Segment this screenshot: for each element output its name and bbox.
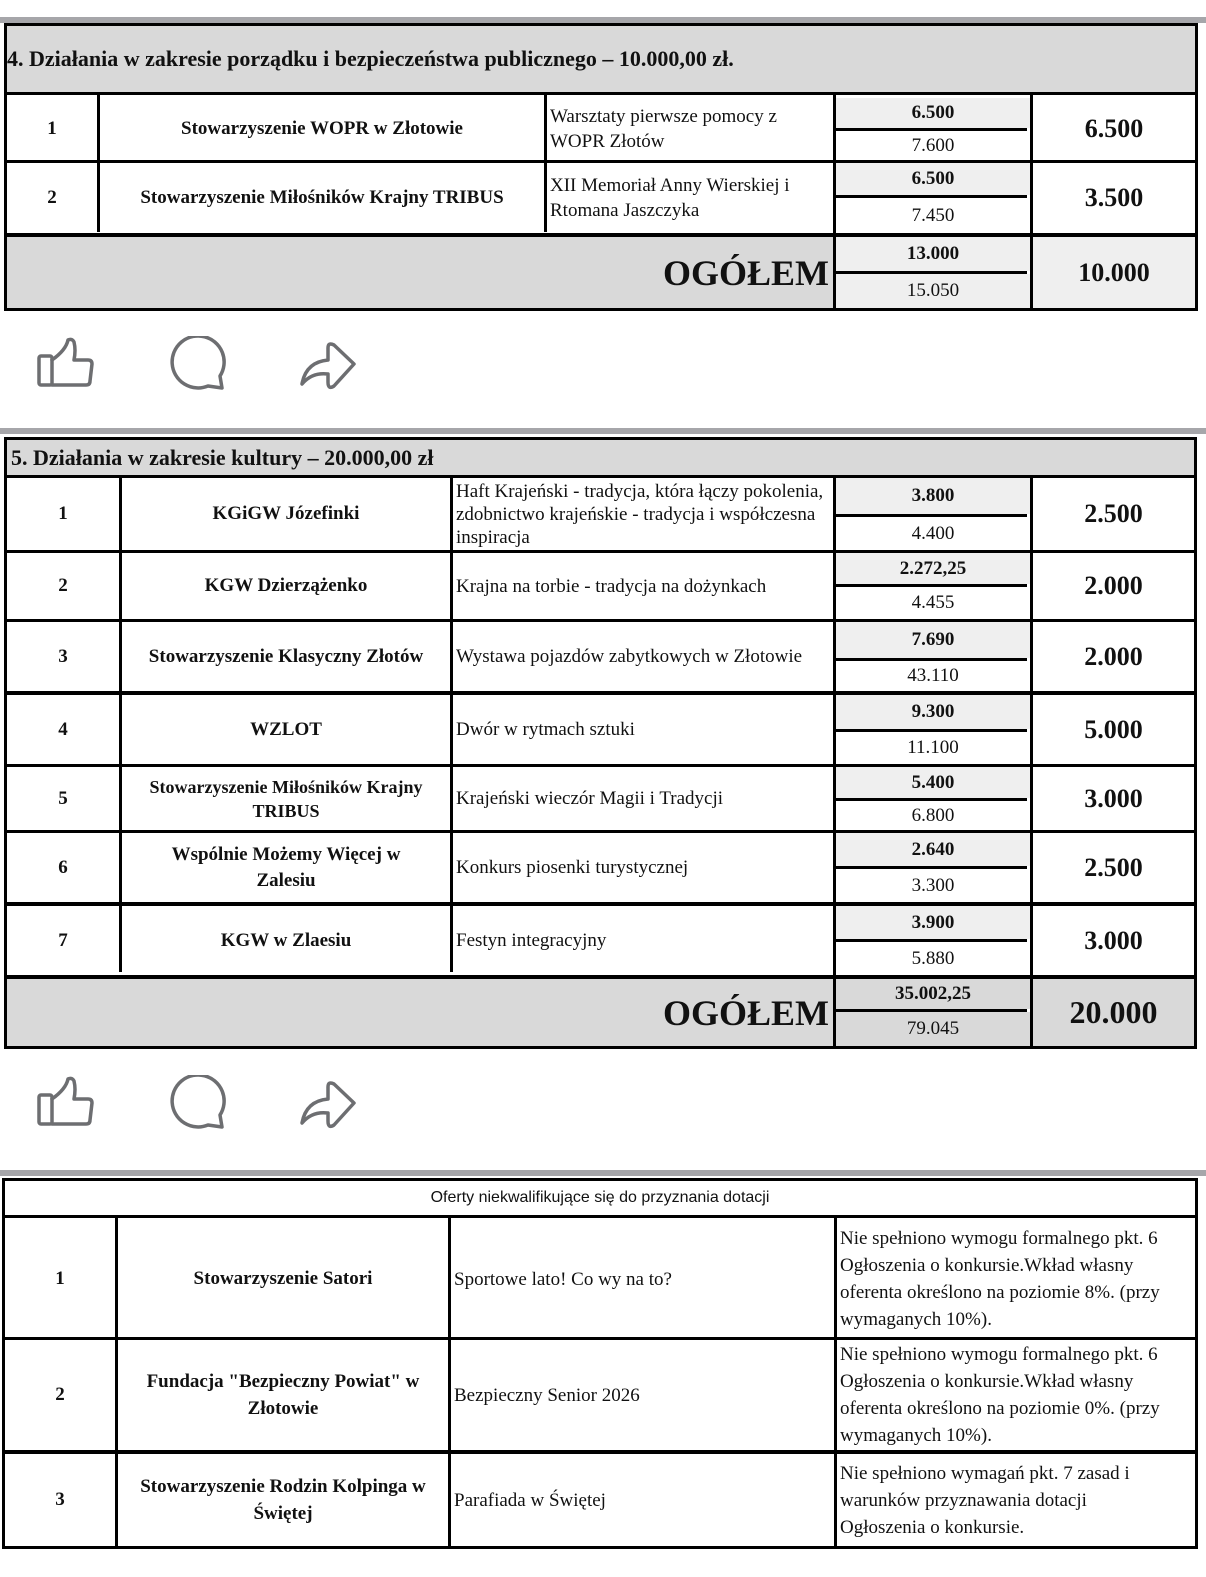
task-title: Warsztaty pierwsze pomocy z WOPR Złotów	[550, 106, 777, 152]
organization-name: KGW Dzierzążenko	[204, 575, 368, 596]
total-cost: 4.455	[911, 592, 955, 613]
organization-name: KGW w Zlaesiu	[220, 929, 352, 951]
rejection-reason: Nie spełniono wymogu formalnego pkt. 6 Ogłoszenia o konkursie.Wkład własny oferenta określono na poziomie 8%. (przy wymaganych 10%).	[840, 1228, 1160, 1330]
post-separator	[0, 1170, 1206, 1176]
granted-amount: 2.000	[1084, 571, 1143, 600]
row-number: 3	[58, 645, 68, 667]
section-5-table	[4, 437, 1197, 1049]
share-icon[interactable]	[298, 336, 358, 396]
row-number: 1	[47, 118, 57, 139]
row-number: 7	[58, 929, 68, 951]
total-cost: 5.880	[911, 947, 955, 969]
row-number: 5	[58, 787, 68, 809]
total-granted: 20.000	[1033, 979, 1194, 1046]
row-number: 1	[58, 503, 68, 524]
task-title: Haft Krajeński - tradycja, która łączy pokolenia, zdobnictwo krajeńskie - tradycja i współczesna inspiracja	[456, 480, 824, 548]
organization-name: WZLOT	[250, 718, 322, 740]
requested-amount: 3.800	[836, 478, 1030, 514]
total-cost: 4.400	[911, 522, 955, 544]
total-requested: 35.002,25	[836, 979, 1030, 1009]
total-label: OGÓŁEM	[7, 237, 833, 308]
total-cost: 43.110	[907, 665, 959, 686]
post-separator	[0, 428, 1206, 434]
comment-icon[interactable]	[168, 1075, 228, 1135]
granted-amount: 2.500	[1084, 499, 1143, 528]
organization-name: KGiGW Józefinki	[212, 503, 360, 524]
requested-amount: 5.400	[836, 767, 1030, 798]
granted-amount: 3.000	[1084, 783, 1143, 813]
organization-name: Stowarzyszenie Miłośników Krajny TRIBUS	[140, 187, 504, 208]
task-title: Krajna na torbie - tradycja na dożynkach	[456, 575, 767, 597]
thumbs-up-icon[interactable]	[36, 336, 96, 396]
row-number: 2	[58, 575, 68, 596]
row-number: 2	[55, 1384, 65, 1405]
section-4-table	[4, 23, 1198, 311]
row-number: 4	[58, 718, 68, 740]
granted-amount: 6.500	[1084, 114, 1144, 143]
organization-name: Stowarzyszenie Miłośników Krajny TRIBUS	[149, 776, 423, 821]
task-title: Konkurs piosenki turystycznej	[456, 857, 689, 878]
requested-amount: 3.900	[836, 906, 1030, 939]
rejected-offers-table	[2, 1178, 1198, 1549]
row-number: 6	[58, 856, 68, 878]
row-number: 1	[55, 1268, 65, 1289]
total-cost: 11.100	[907, 737, 959, 758]
row-number: 3	[55, 1489, 65, 1510]
rejection-reason: Nie spełniono wymogu formalnego pkt. 6 Ogłoszenia o konkursie.Wkład własny oferenta określono na poziomie 0%. (przy wymaganych 10%).	[840, 1344, 1160, 1446]
total-label: OGÓŁEM	[7, 979, 833, 1046]
comment-icon[interactable]	[168, 336, 228, 396]
row-number: 2	[47, 187, 57, 208]
requested-amount: 2.272,25	[836, 553, 1030, 584]
rejected-title: Oferty niekwalifikujące się do przyznania dotacji	[5, 1181, 1195, 1218]
share-icon[interactable]	[298, 1075, 358, 1135]
granted-amount: 5.000	[1084, 714, 1143, 744]
total-cost: 3.300	[911, 874, 955, 896]
thumbs-up-icon[interactable]	[36, 1075, 96, 1135]
post-actions	[0, 1075, 420, 1155]
organization-name: Stowarzyszenie Satori	[193, 1268, 373, 1289]
organization-name: Stowarzyszenie Klasyczny Złotów	[148, 645, 424, 667]
task-title: Krajeński wieczór Magii i Tradycji	[456, 788, 724, 809]
post-actions	[0, 336, 420, 416]
section-4-title: 4. Działania w zakresie porządku i bezpieczeństwa publicznego – 10.000,00 zł.	[7, 26, 1195, 95]
task-title: Dwór w rytmach sztuki	[456, 719, 635, 740]
rejection-reason: Nie spełniono wymagań pkt. 7 zasad i warunków przyznawania dotacji Ogłoszenia o konkursie.	[840, 1462, 1130, 1538]
organization-name: Wspólnie Możemy Więcej w Zalesiu	[171, 843, 401, 891]
task-title: Sportowe lato! Co wy na to?	[454, 1268, 672, 1290]
requested-amount: 9.300	[836, 695, 1030, 729]
organization-name: Stowarzyszenie WOPR w Złotowie	[181, 118, 463, 139]
requested-amount: 7.690	[836, 622, 1030, 658]
granted-amount: 3.500	[1084, 183, 1144, 212]
total-granted: 10.000	[1033, 237, 1195, 308]
total-cost-sum: 79.045	[836, 1012, 1030, 1046]
requested-amount: 2.640	[836, 833, 1030, 866]
total-cost: 7.450	[911, 204, 955, 226]
section-5-title: 5. Działania w zakresie kultury – 20.000,00 zł	[7, 440, 1194, 478]
total-requested: 13.000	[836, 237, 1030, 271]
requested-amount: 6.500	[836, 98, 1030, 128]
granted-amount: 2.500	[1084, 852, 1143, 882]
total-cost-sum: 15.050	[836, 274, 1030, 308]
organization-name: Fundacja "Bezpieczny Powiat" w Złotowie	[146, 1371, 420, 1419]
granted-amount: 2.000	[1084, 641, 1143, 671]
task-title: Festyn integracyjny	[456, 930, 607, 951]
requested-amount: 6.500	[836, 163, 1030, 195]
total-cost: 6.800	[911, 804, 955, 826]
organization-name: Stowarzyszenie Rodzin Kolpinga w Świętej	[140, 1476, 426, 1524]
task-title: Parafiada w Świętej	[454, 1489, 606, 1511]
task-title: XII Memoriał Anny Wierskiej i Rtomana Jaszczyka	[550, 175, 790, 221]
task-title: Bezpieczny Senior 2026	[454, 1384, 640, 1406]
task-title: Wystawa pojazdów zabytkowych w Złotowie	[456, 646, 803, 667]
granted-amount: 3.000	[1084, 925, 1143, 955]
total-cost: 7.600	[911, 134, 955, 156]
